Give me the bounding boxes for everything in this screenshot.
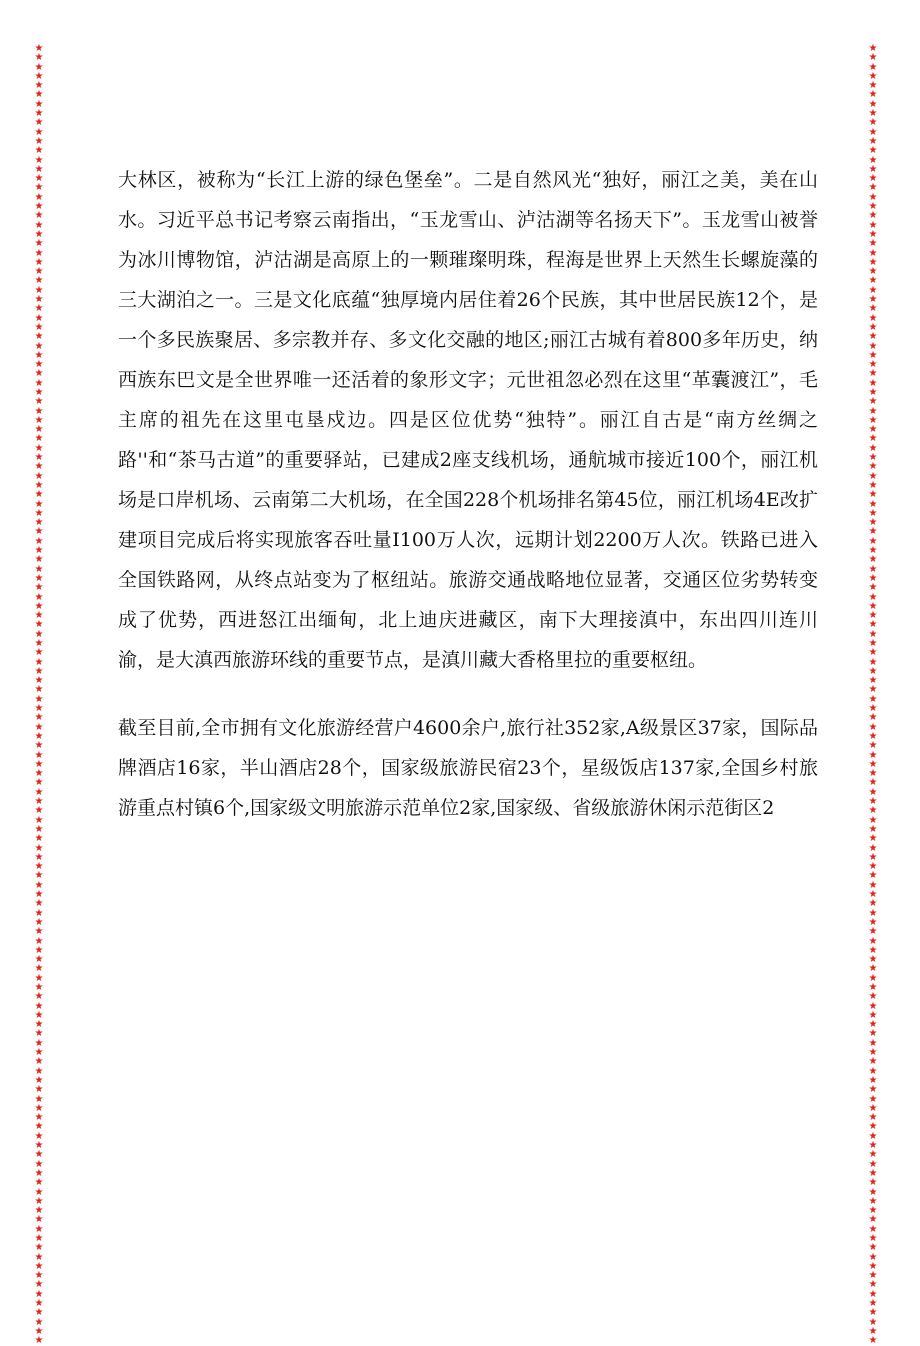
paragraph-1: 大林区，被称为“长江上游的绿色堡垒”。二是自然风光“独好，丽江之美，美在山水。习近平总书记考察云南指出，“玉龙雪山、泸沽湖等名扬天下”。玉龙雪山被誉为冰川博物馆，泸沽湖是高原上的一颗璀璨明珠，程海是世界上天然生长螺旋藻的三大湖泊之一。三是文化底蕴“独厚境内居住着26个民族，其中世居民族12个，是一个多民族聚居、多宗教并存、多文化交融的地区;丽江古城有着800多年历史，纳西族东巴文是全世界唯一还活着的象形文字；元世祖忽必烈在这里“革囊渡江”，毛主席的祖先在这里屯垦戍边。四是区位优势“独特”。丽江自古是“南方丝绸之路''和“茶马古道”的重要驿站，已建成2座支线机场，通航城市接近100个，丽江机场是口岸机场、云南第二大机场，在全国228个机场排名第45位，丽江机场4E改扩建项目完成后将实现旅客吞吐量I100万人次，远期计划2200万人次。铁路已进入全国铁路网，从终点站变为了枢纽站。旅游交通战略地位显著，交通区位劣势转变成了优势，西进怒江出缅甸，北上迪庆进藏区，南下大理接滇中，东出四川连川渝，是大滇西旅游环线的重要节点，是滇川藏大香格里拉的重要枢纽。: [118, 169, 818, 671]
left-star-border: ★★★★★★★★★★★★★★★★★★★★★★★★★★★★★★★★★★★★★★★★★★★★★★★★★★★★★★★★★★★★★★★★★★★★★★★★★★★★★★★★★★★★★★★★★★★★★★★★★★★★★★★★★★★★★★★★★★★★★★★★★★★★★★★★★★★★★★★★★★★★: [34, 43, 44, 1346]
paragraph-2: 截至目前,全市拥有文化旅游经营户4600余户,旅行社352家,A级景区37家，国际品牌酒店16家，半山酒店28个，国家级旅游民宿23个，星级饭店137家,全国乡村旅游重点村镇6个,国家级文明旅游示范单位2家,国家级、省级旅游休闲示范街区2: [118, 717, 818, 819]
document-body: [118, 160, 818, 828]
right-star-border: ★★★★★★★★★★★★★★★★★★★★★★★★★★★★★★★★★★★★★★★★★★★★★★★★★★★★★★★★★★★★★★★★★★★★★★★★★★★★★★★★★★★★★★★★★★★★★★★★★★★★★★★★★★★★★★★★★★★★★★★★★★★★★★★★★★★★★★★★★★★★: [868, 43, 878, 1346]
